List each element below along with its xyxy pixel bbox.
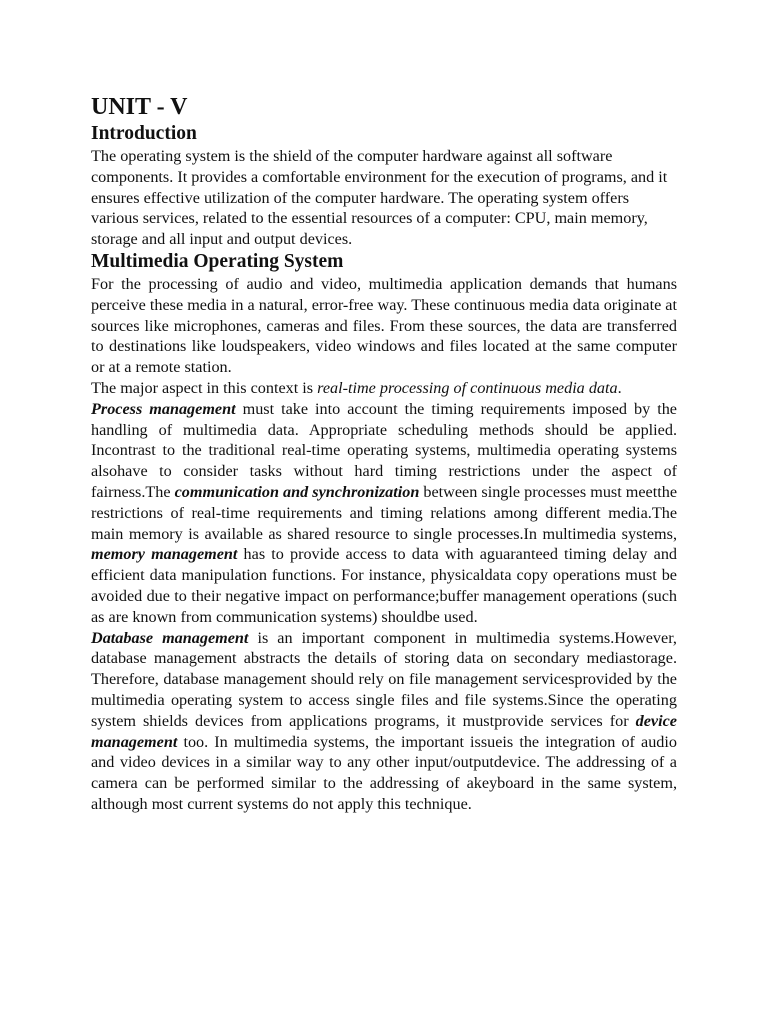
para2-prefix: The major aspect in this context is	[91, 378, 318, 397]
multimedia-os-paragraph-4	[91, 628, 677, 815]
term-process-management: Process management	[91, 399, 236, 418]
term-communication-synchronization: communication and synchronization	[174, 482, 420, 501]
para3-text-1: must take into account the timing requirements imposed by the handling of multimedia data. Appropriate scheduling methods should be applied. Incontrast to the traditional real-time operating systems, multimedia operating systems alsohave to consider tasks without hard timing restrictions under the aspect of fairness.The	[91, 399, 677, 501]
multimedia-os-paragraph-3	[91, 399, 677, 628]
para4-text-1: is an important component in multimedia systems.However, database management abstracts the details of storing data on secondary mediastorage. Therefore, database management should rely on file management servicesprovided by the multimedia operating system to access single files and file systems.Since the operating system shields devices from applications programs, it mustprovide services for	[91, 628, 677, 730]
introduction-paragraph: The operating system is the shield of the computer hardware against all software components. It provides a comfortable environment for the execution of programs, and it ensures effective utilization of the computer hardware. The operating system offers various services, related to the essential resources of a computer: CPU, main memory, storage and all input and output devices.	[91, 147, 668, 249]
term-memory-management: memory management	[91, 545, 238, 564]
multimedia-os-paragraph-1: For the processing of audio and video, multimedia application demands that humans perceive these media in a natural, error-free way. These continuous media data originate at sources like microphones, cameras and files. From these sources, the data are transferred to destinations like loudspeakers, video windows and files located at the same computer or at a remote station.	[91, 274, 677, 377]
para2-italic-phrase: real-time processing of continuous media data	[317, 378, 618, 397]
unit-title: UNIT - V	[91, 94, 188, 120]
document-page	[91, 92, 677, 815]
term-device-management: device management	[91, 711, 677, 751]
para4-text-2: too. In multimedia systems, the important issueis the integration of audio and video devices in a similar way to any other input/outputdevice. The addressing of a camera can be performed similar to the addressing of akeyboard in the same system, although most current systems do not apply this technique.	[91, 732, 677, 813]
para3-text-2: between single processes must meetthe restrictions of real-time requirements and timing relations among different media.The main memory is available as shared resource to single processes.In multimedia systems,	[91, 482, 678, 543]
multimedia-os-paragraph-2	[91, 378, 677, 399]
para2-suffix: .	[617, 378, 622, 397]
term-database-management: Database management	[91, 628, 249, 647]
multimedia-os-heading: Multimedia Operating System	[91, 250, 344, 272]
introduction-heading: Introduction	[91, 123, 197, 144]
para3-text-3: has to provide access to data with aguaranteed timing delay and efficient data manipulation functions. For instance, physicaldata copy operations must be avoided due to their negative impact on performance;buffer management operations (such as are known from communication systems) shouldbe used.	[91, 545, 678, 626]
